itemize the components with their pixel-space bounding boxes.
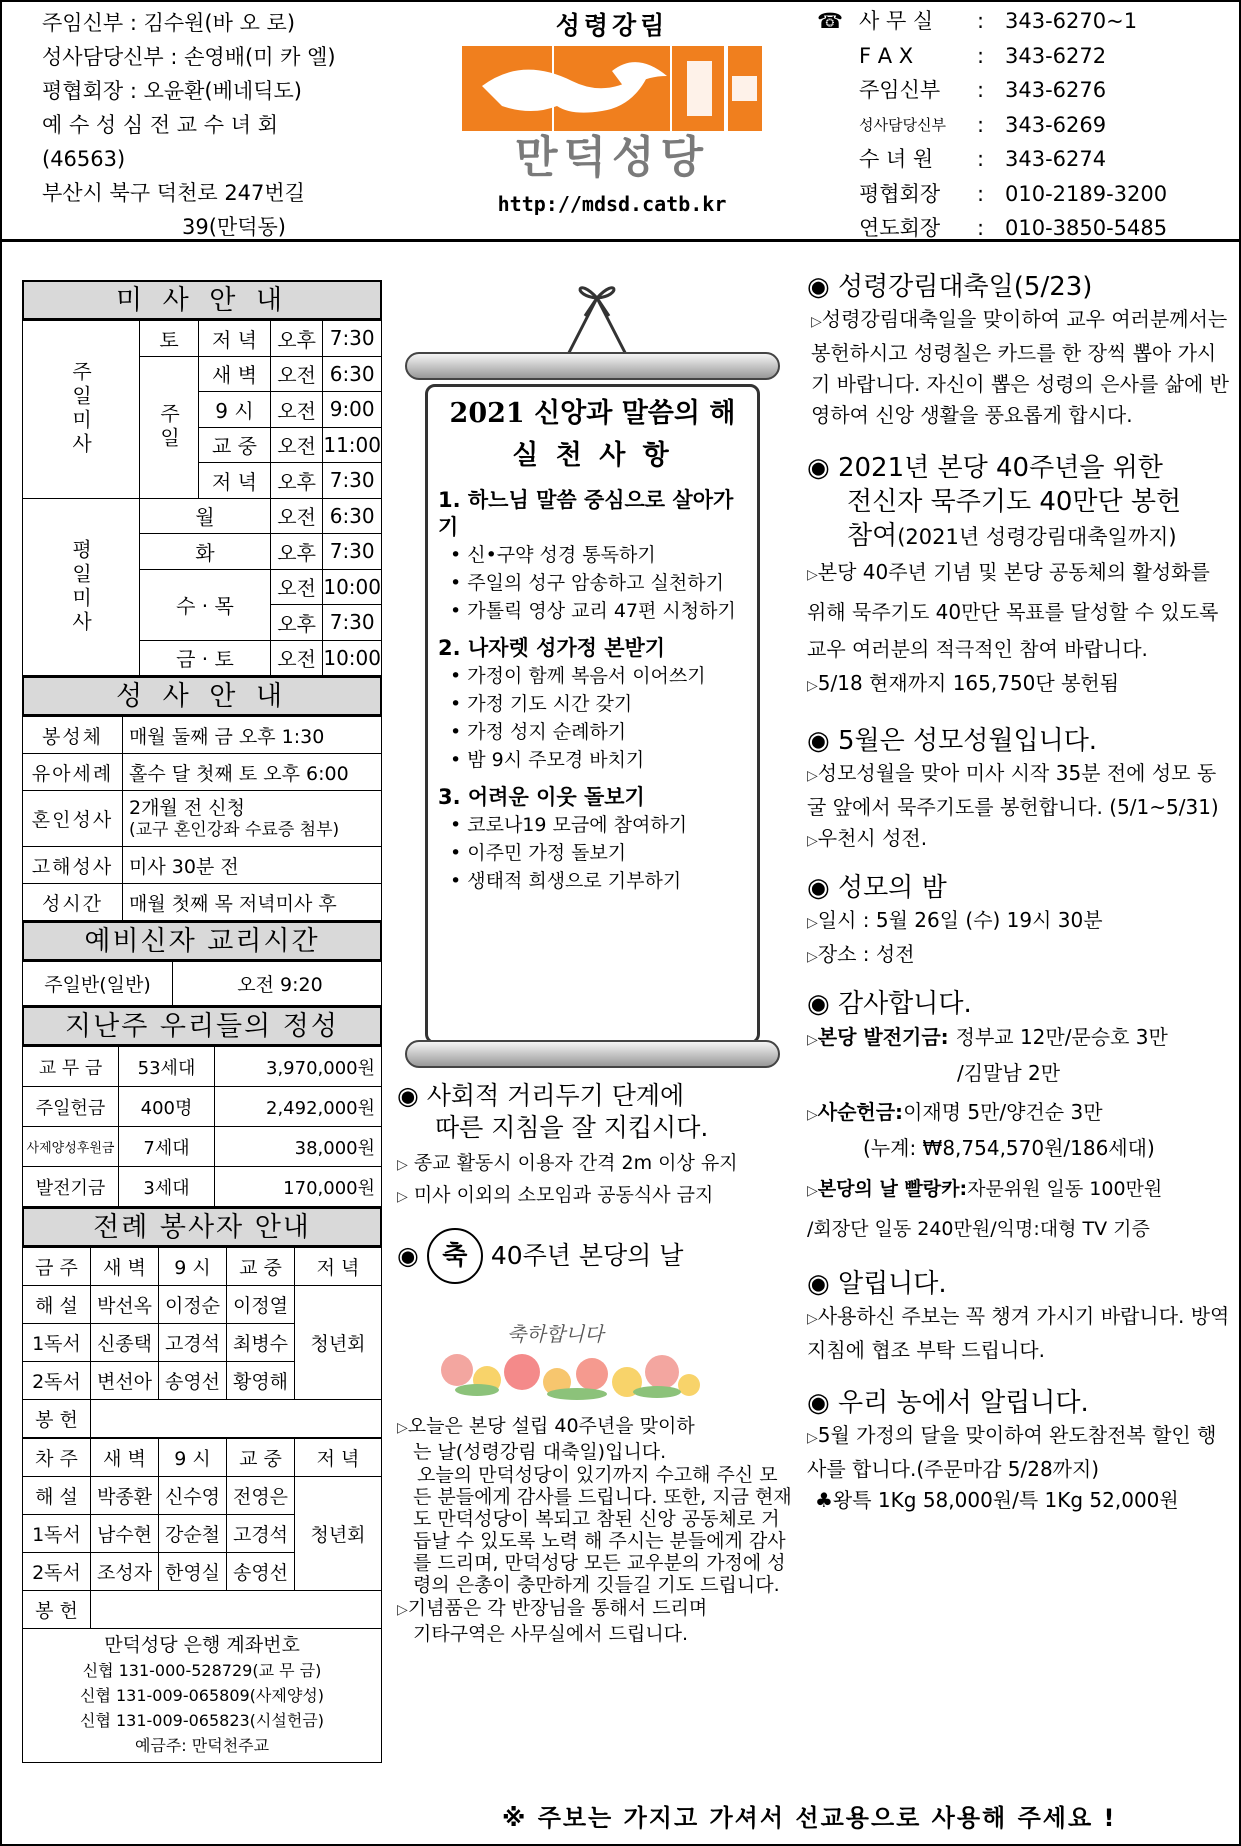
postal-code: (46563) bbox=[42, 147, 126, 171]
triangle-bullet-icon: ▷ bbox=[807, 1032, 818, 1048]
celebration-badge-icon: 축 bbox=[427, 1228, 483, 1284]
bank-title: 만덕성당 은행 계좌번호 bbox=[104, 1634, 300, 1656]
list-item: • 가정이 함께 복음서 이어쓰기 bbox=[450, 662, 747, 690]
pentecost-notice: ◉ 성령강림대축일(5/23) ▷성령강림대축일을 맞이하여 교우 여러분께서는 봉헌하시고 성령칠은 카드를 한 장씩 뽑아 가시기 바랍니다. 자신이 뽑은 성령의 은사를 삶에 반영하여 신앙 생활을 풍요롭게 합시다. bbox=[807, 272, 1229, 427]
triangle-bullet-icon: ▷ bbox=[807, 1107, 818, 1123]
contact-row: 주임신부 : 343-6276 bbox=[859, 78, 1107, 102]
triangle-bullet-icon: ▷ bbox=[397, 1420, 408, 1436]
practice-scroll bbox=[397, 272, 792, 1072]
anniversary-title: 40주년 본당의 날 bbox=[490, 1241, 684, 1270]
servers-table-next-week: 차 주 새 벽 9 시 교 중 저 녁 해 설 박종환 신수영 전영은 청년회 1독서 남수현 강순철 고경석 2독서 조성자 한영실 송영선 봉 헌 bbox=[22, 1438, 382, 1629]
list-item: • 코로나19 모금에 참여하기 bbox=[450, 811, 747, 839]
offering-table: 교 무 금 53세대 3,970,000원 주일헌금 400명 2,492,000원 사제양성후원금 7세대 38,000원 발전기금 3세대 170,000원 bbox=[22, 1046, 382, 1207]
triangle-bullet-icon: ▷ bbox=[807, 949, 818, 965]
bullet-circle-icon: ◉ bbox=[807, 272, 838, 302]
contact-row: 연도회장 : 010-3850-5485 bbox=[859, 216, 1168, 240]
flower-image bbox=[417, 1290, 717, 1410]
triangle-bullet-icon: ▷ bbox=[807, 768, 818, 784]
farm-notice: ◉ 우리 농에서 알립니다. ▷5월 가정의 달을 맞이하여 완도참전복 할인 행사를 합니다.(주문마감 5/28까지) ♣왕특 1Kg 58,000원/특 1Kg 52,000원 bbox=[807, 1388, 1217, 1512]
announcement-notice: ◉ 알립니다. ▷사용하신 주보는 꼭 챙겨 가시기 바랍니다. 방역 지침에 협조 부탁 드립니다. bbox=[807, 1269, 1230, 1362]
practice-list bbox=[438, 541, 747, 625]
parish-logo bbox=[462, 46, 762, 186]
list-item: • 이주민 가정 돌보기 bbox=[450, 839, 747, 867]
triangle-bullet-icon: ▷ bbox=[807, 1311, 818, 1327]
rosary-notice: ◉ 2021년 본당 40주년을 위한 전신자 묵주기도 40만단 봉헌 참여(2021년 성령강림대축일까지) ▷본당 40주년 기념 및 본당 공동체의 활성화를 위해 묵주기도 40만단 목표를 달성할 수 있도록 교우 여러분의 적극적인 참여 바랍니다. ▷5/18 현재까지 165,750단 봉헌됨 bbox=[807, 453, 1219, 695]
mass-schedule-table: 주일미사 토 저 녁 오후 7:30 주일 새 벽 오전 6:30 9 시 오전 9:00 교 중 오전 11:00 저 녁 오후 7:30 평일미사 월 오전 6:30 화 오후 7:30 수 · 목 오전 10:00 오후 7:30 금 · 토 오전 10:00 bbox=[22, 320, 382, 676]
sunday-mass-label: 주일미사 bbox=[23, 321, 140, 499]
contact-row: 수 녀 원 : 343-6274 bbox=[859, 147, 1107, 171]
bullet-circle-icon: ◉ bbox=[397, 1241, 419, 1270]
bullet-circle-icon: ◉ bbox=[807, 873, 838, 903]
scroll-body bbox=[425, 384, 760, 1044]
contact-row: ☎ 사 무 실 : 343-6270~1 bbox=[817, 4, 1237, 39]
contact-row: F A X : 343-6272 bbox=[859, 43, 1107, 68]
triangle-bullet-icon: ▷ bbox=[397, 1602, 408, 1618]
triangle-bullet-icon: ▷ bbox=[807, 567, 818, 583]
footer-note: ※ 주보는 가지고 가셔서 선교용으로 사용해 주세요 ! bbox=[502, 1804, 1117, 1832]
triangle-bullet-icon: ▷ bbox=[807, 678, 818, 694]
address-line: 부산시 북구 덕천로 247번길 bbox=[42, 181, 305, 205]
list-item: • 가톨릭 영상 교리 47편 시청하기 bbox=[450, 597, 747, 625]
bullet-circle-icon: ◉ bbox=[807, 1269, 838, 1299]
bullet-circle-icon: ◉ bbox=[807, 726, 838, 756]
bullet-circle-icon: ◉ bbox=[397, 1081, 427, 1110]
mary-night-notice: ◉ 성모의 밤 ▷일시 : 5월 26일 (수) 19시 30분 ▷장소 : 성전 bbox=[807, 873, 1103, 966]
clergy-line: 평협회장 : 오윤환(베네딕도) bbox=[42, 79, 302, 103]
practice-heading: 3. 어려운 이웃 돌보기 bbox=[438, 785, 645, 809]
bank-accounts bbox=[22, 1629, 382, 1763]
scroll-title: 2021 신앙과 말씀의 해 bbox=[449, 398, 736, 429]
practice-heading: 1. 하느님 말씀 중심으로 살아가기 bbox=[438, 488, 734, 539]
scroll-subtitle: 실 천 사 항 bbox=[512, 440, 673, 471]
sacrament-title: 성 사 안 내 bbox=[22, 676, 382, 716]
triangle-bullet-icon: ▷ bbox=[811, 314, 822, 330]
right-column bbox=[807, 270, 1232, 1526]
account-holder: 예금주: 만덕천주교 bbox=[134, 1736, 270, 1755]
flowers-icon bbox=[417, 1290, 717, 1410]
triangle-bullet-icon: ▷ bbox=[807, 1430, 818, 1446]
practice-heading: 2. 나자렛 성가정 본받기 bbox=[438, 636, 666, 660]
thanks-notice: ◉ 감사합니다. ▷본당 발전기금: 정부교 12만/문승호 3만 /김말남 2만 ▷사순헌금:이재명 5만/양건순 3만 (누계: ₩8,754,570원/186세대) ▷본당의 날 빨랑카:자문위원 일동 100만원 /회장단 일동 240만원/익명:대형 TV 기증 bbox=[807, 989, 1168, 1240]
triangle-bullet-icon: ▷ bbox=[807, 1183, 818, 1199]
weekday-mass-label: 평일미사 bbox=[23, 498, 140, 676]
anniversary-section: ◉ 축 40주년 본당의 날 축하합니다 ▷오늘은 본당 설립 40주년을 맞이하 는 날(성령강림 대축일)입니다. 오늘의 만덕성당이 있기까지 수고해 주신 모든 분들에게 감사를 드립니다. 또한, 지금 현재도 만덕성당이 복되고 참된 신앙 공동체로 거듭날 수 있도록 노력 해 주시는 분들에게 감사를 드리며, 만덕성당 모든 교우분의 가정에 성령의 은총이 충만하게 깃들길 기도 드립니다. ▷기념품은 각 반장님을 통해서 드리며 기타구역은 사무실에서 드립니다. bbox=[397, 1228, 792, 1646]
may-notice: ◉ 5월은 성모성월입니다. ▷성모성월을 맞아 미사 시작 35분 전에 성모 동굴 앞에서 묵주기도를 봉헌합니다. (5/1~5/31) ▷우천시 성전. bbox=[807, 726, 1219, 850]
contact-list bbox=[817, 4, 1237, 246]
triangle-bullet-icon: ▷ bbox=[397, 1189, 408, 1205]
parish-title: 성령강림 bbox=[555, 11, 669, 40]
list-item: • 주일의 성구 암송하고 실천하기 bbox=[450, 569, 747, 597]
list-item: • 신•구약 성경 통독하기 bbox=[450, 541, 747, 569]
flower-caption: 축하합니다 bbox=[507, 1322, 604, 1346]
header bbox=[2, 2, 1241, 242]
servers-table-this-week: 금 주 새 벽 9 시 교 중 저 녁 해 설 박선옥 이정순 이정열 청년회 1독서 신종택 고경석 최병수 2독서 변선아 송영선 황영해 봉 헌 bbox=[22, 1247, 382, 1438]
logo-text: 만덕성당 bbox=[514, 132, 709, 183]
servers-title: 전례 봉사자 안내 bbox=[22, 1207, 382, 1247]
clergy-line: 주임신부 : 김수원(바 오 로) bbox=[42, 11, 296, 35]
offering-title: 지난주 우리들의 정성 bbox=[22, 1006, 382, 1046]
catechumen-table: 주일반(일반) 오전 9:20 bbox=[22, 961, 382, 1006]
clergy-line: 예 수 성 심 전 교 수 녀 회 bbox=[42, 113, 278, 137]
phone-icon: ☎ bbox=[817, 9, 844, 33]
bank-account: 신협 131-000-528729(교 무 금) bbox=[82, 1661, 322, 1680]
clergy-line: 성사담당신부 : 손영배(미 카 엘) bbox=[42, 45, 336, 69]
practice-list bbox=[438, 662, 747, 774]
parish-masthead bbox=[452, 6, 772, 216]
triangle-bullet-icon: ▷ bbox=[397, 1157, 408, 1173]
practice-list bbox=[438, 811, 747, 895]
contact-row: 성사담당신부 : 343-6269 bbox=[859, 112, 1107, 137]
list-item: • 가정 성지 순례하기 bbox=[450, 718, 747, 746]
left-column bbox=[22, 280, 382, 1763]
middle-column bbox=[397, 272, 792, 1646]
sacrament-table: 봉성체 매월 둘째 금 오후 1:30 유아세례 홀수 달 첫째 토 오후 6:00 혼인성사 2개월 전 신청 (교구 혼인강좌 수료증 첨부) 고해성사 미사 30분 전 성시간 매월 첫째 목 저녁미사 후 bbox=[22, 716, 382, 921]
catechumen-title: 예비신자 교리시간 bbox=[22, 921, 382, 961]
triangle-bullet-icon: ▷ bbox=[807, 915, 818, 931]
distancing-notice: ◉ 사회적 거리두기 단계에 따른 지침을 잘 지킵시다. ▷ 종교 활동시 이용자 간격 2m 이상 유지 ▷ 미사 이외의 소모임과 공동식사 금지 bbox=[397, 1081, 738, 1206]
address-line: 39(만덕동) bbox=[182, 215, 286, 239]
list-item: • 가정 기도 시간 갖기 bbox=[450, 690, 747, 718]
scroll-top-rod bbox=[405, 352, 780, 380]
bank-account: 신협 131-009-065809(사제양성) bbox=[79, 1686, 324, 1705]
scroll-bottom-rod bbox=[405, 1040, 780, 1068]
bullet-circle-icon: ◉ bbox=[807, 989, 838, 1019]
sunday-label: 주일 bbox=[140, 356, 199, 498]
bullet-circle-icon: ◉ bbox=[807, 453, 838, 483]
website-link[interactable]: http://mdsd.catb.kr bbox=[497, 192, 727, 216]
list-item: • 밤 9시 주모경 바치기 bbox=[450, 746, 747, 774]
bank-account: 신협 131-009-065823(시설헌금) bbox=[79, 1711, 324, 1730]
list-item: • 생태적 희생으로 기부하기 bbox=[450, 867, 747, 895]
triangle-bullet-icon: ▷ bbox=[807, 833, 818, 849]
contact-row: 평협회장 : 010-2189-3200 bbox=[859, 181, 1168, 206]
bullet-circle-icon: ◉ bbox=[807, 1388, 838, 1418]
anniversary-body: 오늘의 만덕성당이 있기까지 수고해 주신 모든 분들에게 감사를 드립니다. 또한, 지금 현재도 만덕성당이 복되고 참된 신앙 공동체로 거듭날 수 있도록 노력 해 주시는 분들에게 감사를 드리며, 만덕성당 모든 교우분의 가정에 성령의 은총이 충만하게 깃들길 기도 드립니다. bbox=[413, 1464, 792, 1596]
mass-schedule-title: 미 사 안 내 bbox=[22, 280, 382, 320]
clergy-info bbox=[42, 6, 442, 244]
